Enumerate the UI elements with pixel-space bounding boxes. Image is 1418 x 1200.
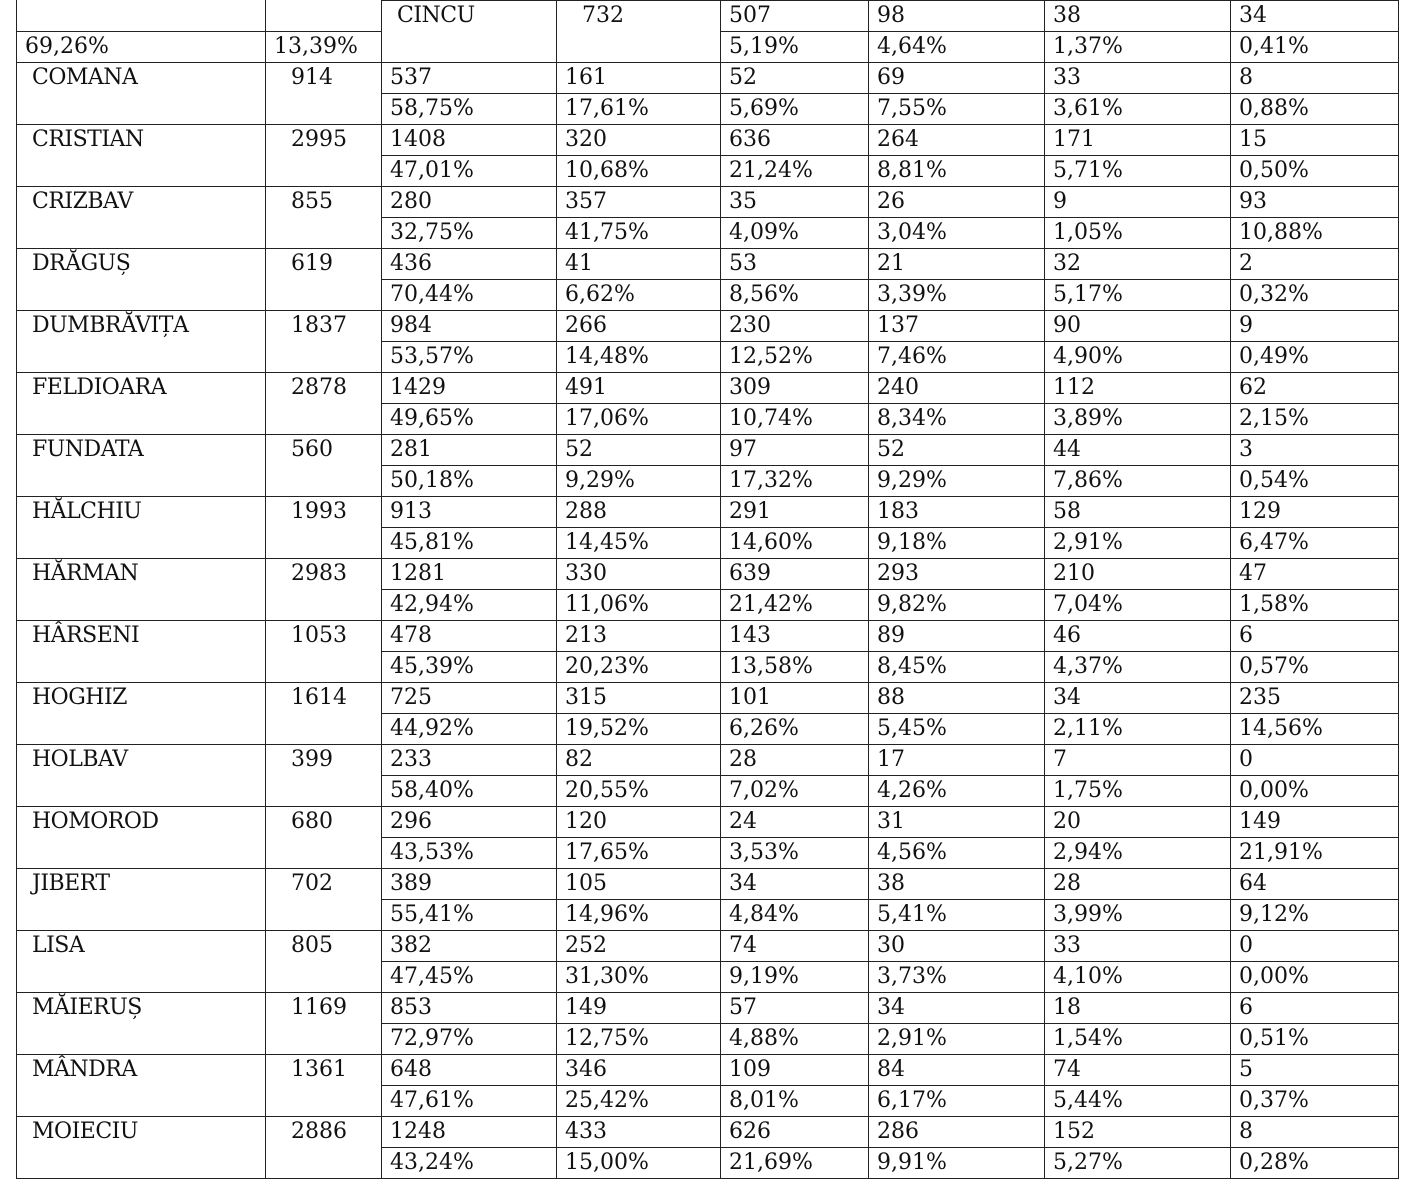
count-cell: 57 xyxy=(721,993,869,1024)
count-cell: 436 xyxy=(382,249,557,280)
percent-cell: 0,51% xyxy=(1231,1024,1399,1055)
count-cell: 288 xyxy=(557,497,721,528)
count-cell: 3 xyxy=(1231,435,1399,466)
table-wrapper xyxy=(16,0,1398,1179)
percent-cell: 3,89% xyxy=(1045,404,1231,435)
count-cell: 53 xyxy=(721,249,869,280)
percent-cell: 31,30% xyxy=(557,962,721,993)
percent-cell: 4,90% xyxy=(1045,342,1231,373)
percent-cell: 6,26% xyxy=(721,714,869,745)
percent-cell: 4,56% xyxy=(869,838,1045,869)
count-cell: 286 xyxy=(869,1117,1045,1148)
percent-cell: 5,71% xyxy=(1045,156,1231,187)
percent-cell: 20,55% xyxy=(557,776,721,807)
locality-name: HĂRMAN xyxy=(17,559,266,621)
percent-cell: 47,01% xyxy=(382,156,557,187)
percent-cell: 3,53% xyxy=(721,838,869,869)
count-cell: 18 xyxy=(1045,993,1231,1024)
count-cell: 28 xyxy=(1045,869,1231,900)
count-cell: 8 xyxy=(1231,63,1399,94)
percent-cell: 0,32% xyxy=(1231,280,1399,311)
percent-cell: 6,17% xyxy=(869,1086,1045,1117)
percent-cell: 25,42% xyxy=(557,1086,721,1117)
locality-total: 680 xyxy=(266,807,382,869)
locality-name: CINCU xyxy=(382,1,557,63)
table-row-counts xyxy=(17,807,1399,838)
count-cell: 478 xyxy=(382,621,557,652)
count-cell: 0 xyxy=(1231,931,1399,962)
percent-cell: 12,75% xyxy=(557,1024,721,1055)
count-cell: 149 xyxy=(1231,807,1399,838)
percent-cell: 55,41% xyxy=(382,900,557,931)
count-cell: 252 xyxy=(557,931,721,962)
count-cell: 89 xyxy=(869,621,1045,652)
percent-cell: 21,69% xyxy=(721,1148,869,1179)
percent-cell: 3,99% xyxy=(1045,900,1231,931)
count-cell: 32 xyxy=(1045,249,1231,280)
percent-cell: 0,28% xyxy=(1231,1148,1399,1179)
percent-cell: 2,11% xyxy=(1045,714,1231,745)
count-cell: 6 xyxy=(1231,621,1399,652)
percent-cell: 0,88% xyxy=(1231,94,1399,125)
percent-cell: 5,17% xyxy=(1045,280,1231,311)
percent-cell: 13,39% xyxy=(266,32,382,63)
locality-total: 702 xyxy=(266,869,382,931)
table-row-counts xyxy=(17,373,1399,404)
percent-cell: 8,01% xyxy=(721,1086,869,1117)
count-cell: 47 xyxy=(1231,559,1399,590)
count-cell: 382 xyxy=(382,931,557,962)
percent-cell: 69,26% xyxy=(17,32,266,63)
percent-cell: 4,88% xyxy=(721,1024,869,1055)
percent-cell: 72,97% xyxy=(382,1024,557,1055)
percent-cell: 0,57% xyxy=(1231,652,1399,683)
count-cell: 26 xyxy=(869,187,1045,218)
percent-cell: 8,81% xyxy=(869,156,1045,187)
percent-cell: 0,00% xyxy=(1231,962,1399,993)
percent-cell: 14,45% xyxy=(557,528,721,559)
percent-cell: 17,32% xyxy=(721,466,869,497)
locality-total: 1169 xyxy=(266,993,382,1055)
count-cell: 74 xyxy=(1045,1055,1231,1086)
count-cell: 6 xyxy=(1231,993,1399,1024)
locality-total: 2886 xyxy=(266,1117,382,1179)
percent-cell: 11,06% xyxy=(557,590,721,621)
percent-cell: 0,37% xyxy=(1231,1086,1399,1117)
count-cell: 330 xyxy=(557,559,721,590)
table-row-counts xyxy=(17,435,1399,466)
count-cell: 266 xyxy=(557,311,721,342)
count-cell: 161 xyxy=(557,63,721,94)
count-cell: 389 xyxy=(382,869,557,900)
percent-cell: 17,06% xyxy=(557,404,721,435)
count-cell: 15 xyxy=(1231,125,1399,156)
percent-cell: 53,57% xyxy=(382,342,557,373)
locality-name: FELDIOARA xyxy=(17,373,266,435)
locality-name: HOGHIZ xyxy=(17,683,266,745)
locality-name xyxy=(17,0,266,32)
count-cell: 31 xyxy=(869,807,1045,838)
count-cell: 9 xyxy=(1045,187,1231,218)
table-row-counts xyxy=(17,497,1399,528)
percent-cell: 1,54% xyxy=(1045,1024,1231,1055)
percent-cell: 7,46% xyxy=(869,342,1045,373)
count-cell: 8 xyxy=(1231,1117,1399,1148)
count-cell: 137 xyxy=(869,311,1045,342)
count-cell: 52 xyxy=(869,435,1045,466)
count-cell: 69 xyxy=(869,63,1045,94)
table-body xyxy=(17,0,1399,1179)
count-cell: 88 xyxy=(869,683,1045,714)
percent-cell: 7,86% xyxy=(1045,466,1231,497)
count-cell: 149 xyxy=(557,993,721,1024)
locality-total: 2878 xyxy=(266,373,382,435)
count-cell: 357 xyxy=(557,187,721,218)
percent-cell: 5,44% xyxy=(1045,1086,1231,1117)
percent-cell: 4,26% xyxy=(869,776,1045,807)
count-cell: 309 xyxy=(721,373,869,404)
locality-total: 805 xyxy=(266,931,382,993)
count-cell: 74 xyxy=(721,931,869,962)
percent-cell: 21,91% xyxy=(1231,838,1399,869)
percent-cell: 3,04% xyxy=(869,218,1045,249)
percent-cell: 6,62% xyxy=(557,280,721,311)
percent-cell: 2,94% xyxy=(1045,838,1231,869)
locality-total: 914 xyxy=(266,63,382,125)
count-cell: 35 xyxy=(721,187,869,218)
count-cell: 210 xyxy=(1045,559,1231,590)
count-cell: 853 xyxy=(382,993,557,1024)
locality-total: 560 xyxy=(266,435,382,497)
percent-cell: 9,19% xyxy=(721,962,869,993)
count-cell: 93 xyxy=(1231,187,1399,218)
locality-total: 855 xyxy=(266,187,382,249)
count-cell: 129 xyxy=(1231,497,1399,528)
count-cell: 34 xyxy=(1045,683,1231,714)
locality-total: 1053 xyxy=(266,621,382,683)
locality-name: HOLBAV xyxy=(17,745,266,807)
locality-total: 399 xyxy=(266,745,382,807)
count-cell: 28 xyxy=(721,745,869,776)
percent-cell: 1,58% xyxy=(1231,590,1399,621)
percent-cell: 42,94% xyxy=(382,590,557,621)
percent-cell: 7,55% xyxy=(869,94,1045,125)
table-row-counts xyxy=(17,311,1399,342)
count-cell: 38 xyxy=(1045,1,1231,32)
count-cell: 281 xyxy=(382,435,557,466)
percent-cell: 14,48% xyxy=(557,342,721,373)
percent-cell: 9,82% xyxy=(869,590,1045,621)
percent-cell: 5,41% xyxy=(869,900,1045,931)
percent-cell: 45,39% xyxy=(382,652,557,683)
count-cell: 20 xyxy=(1045,807,1231,838)
table-row-counts xyxy=(17,125,1399,156)
count-cell: 38 xyxy=(869,869,1045,900)
count-cell: 7 xyxy=(1045,745,1231,776)
percent-cell: 0,00% xyxy=(1231,776,1399,807)
percent-cell: 4,37% xyxy=(1045,652,1231,683)
percent-cell: 9,29% xyxy=(557,466,721,497)
count-cell: 34 xyxy=(721,869,869,900)
count-cell: 9 xyxy=(1231,311,1399,342)
count-cell: 537 xyxy=(382,63,557,94)
locality-name: FUNDATA xyxy=(17,435,266,497)
table-row-counts xyxy=(17,621,1399,652)
count-cell: 30 xyxy=(869,931,1045,962)
count-cell: 46 xyxy=(1045,621,1231,652)
percent-cell: 9,18% xyxy=(869,528,1045,559)
count-cell: 291 xyxy=(721,497,869,528)
percent-cell: 19,52% xyxy=(557,714,721,745)
count-cell: 507 xyxy=(721,1,869,32)
count-cell: 315 xyxy=(557,683,721,714)
count-cell: 120 xyxy=(557,807,721,838)
count-cell: 240 xyxy=(869,373,1045,404)
table-row-counts xyxy=(17,559,1399,590)
count-cell: 34 xyxy=(1231,1,1399,32)
count-cell: 233 xyxy=(382,745,557,776)
table-row-counts xyxy=(17,931,1399,962)
count-cell: 41 xyxy=(557,249,721,280)
locality-name: JIBERT xyxy=(17,869,266,931)
count-cell: 293 xyxy=(869,559,1045,590)
percent-cell: 32,75% xyxy=(382,218,557,249)
locality-name: DUMBRĂVIȚA xyxy=(17,311,266,373)
count-cell: 648 xyxy=(382,1055,557,1086)
percent-cell: 17,65% xyxy=(557,838,721,869)
percent-cell: 9,12% xyxy=(1231,900,1399,931)
count-cell: 58 xyxy=(1045,497,1231,528)
percent-cell: 70,44% xyxy=(382,280,557,311)
percent-cell: 5,45% xyxy=(869,714,1045,745)
count-cell: 98 xyxy=(869,1,1045,32)
percent-cell: 58,40% xyxy=(382,776,557,807)
percent-cell: 4,10% xyxy=(1045,962,1231,993)
percent-cell: 8,45% xyxy=(869,652,1045,683)
count-cell: 64 xyxy=(1231,869,1399,900)
count-cell: 34 xyxy=(869,993,1045,1024)
percent-cell: 7,02% xyxy=(721,776,869,807)
count-cell: 44 xyxy=(1045,435,1231,466)
count-cell: 109 xyxy=(721,1055,869,1086)
locality-name: MĂIERUȘ xyxy=(17,993,266,1055)
percent-cell: 2,91% xyxy=(869,1024,1045,1055)
percent-cell: 10,74% xyxy=(721,404,869,435)
percent-cell: 2,91% xyxy=(1045,528,1231,559)
table-row-counts xyxy=(17,63,1399,94)
percent-cell: 20,23% xyxy=(557,652,721,683)
locality-name: HÂRSENI xyxy=(17,621,266,683)
count-cell: 62 xyxy=(1231,373,1399,404)
count-cell: 21 xyxy=(869,249,1045,280)
percent-cell: 44,92% xyxy=(382,714,557,745)
percent-cell: 3,73% xyxy=(869,962,1045,993)
percent-cell: 5,27% xyxy=(1045,1148,1231,1179)
count-cell: 984 xyxy=(382,311,557,342)
locality-total: 1837 xyxy=(266,311,382,373)
locality-name: MOIECIU xyxy=(17,1117,266,1179)
percent-cell: 0,54% xyxy=(1231,466,1399,497)
percent-cell: 14,56% xyxy=(1231,714,1399,745)
locality-total: 732 xyxy=(557,1,721,63)
count-cell: 725 xyxy=(382,683,557,714)
count-cell: 112 xyxy=(1045,373,1231,404)
count-cell: 433 xyxy=(557,1117,721,1148)
count-cell: 90 xyxy=(1045,311,1231,342)
count-cell: 52 xyxy=(557,435,721,466)
locality-total: 619 xyxy=(266,249,382,311)
count-cell: 1248 xyxy=(382,1117,557,1148)
percent-cell: 43,24% xyxy=(382,1148,557,1179)
percent-cell: 9,91% xyxy=(869,1148,1045,1179)
locality-total: 2995 xyxy=(266,125,382,187)
count-cell: 491 xyxy=(557,373,721,404)
count-cell: 626 xyxy=(721,1117,869,1148)
count-cell: 101 xyxy=(721,683,869,714)
percent-cell: 12,52% xyxy=(721,342,869,373)
percent-cell: 58,75% xyxy=(382,94,557,125)
table-row-counts xyxy=(17,869,1399,900)
locality-name: DRĂGUȘ xyxy=(17,249,266,311)
percent-cell: 7,04% xyxy=(1045,590,1231,621)
table-row-counts xyxy=(17,187,1399,218)
percent-cell: 5,69% xyxy=(721,94,869,125)
percent-cell: 14,60% xyxy=(721,528,869,559)
percent-cell: 17,61% xyxy=(557,94,721,125)
locality-total: 1993 xyxy=(266,497,382,559)
percent-cell: 41,75% xyxy=(557,218,721,249)
count-cell: 105 xyxy=(557,869,721,900)
percent-cell: 0,49% xyxy=(1231,342,1399,373)
count-cell: 235 xyxy=(1231,683,1399,714)
locality-name: MÂNDRA xyxy=(17,1055,266,1117)
percent-cell: 21,42% xyxy=(721,590,869,621)
table-row-counts xyxy=(17,249,1399,280)
percent-cell: 4,84% xyxy=(721,900,869,931)
percent-cell: 0,41% xyxy=(1231,32,1399,63)
count-cell: 264 xyxy=(869,125,1045,156)
percent-cell: 15,00% xyxy=(557,1148,721,1179)
count-cell: 143 xyxy=(721,621,869,652)
count-cell: 639 xyxy=(721,559,869,590)
percent-cell: 50,18% xyxy=(382,466,557,497)
count-cell: 24 xyxy=(721,807,869,838)
count-cell: 84 xyxy=(869,1055,1045,1086)
percent-cell: 2,15% xyxy=(1231,404,1399,435)
count-cell: 913 xyxy=(382,497,557,528)
locality-name: CRIZBAV xyxy=(17,187,266,249)
percent-cell: 9,29% xyxy=(869,466,1045,497)
count-cell: 17 xyxy=(869,745,1045,776)
percent-cell: 1,05% xyxy=(1045,218,1231,249)
count-cell: 230 xyxy=(721,311,869,342)
percent-cell: 8,34% xyxy=(869,404,1045,435)
locality-name: CRISTIAN xyxy=(17,125,266,187)
count-cell: 152 xyxy=(1045,1117,1231,1148)
table-row-counts xyxy=(17,1117,1399,1148)
percent-cell: 1,37% xyxy=(1045,32,1231,63)
count-cell: 2 xyxy=(1231,249,1399,280)
percent-cell: 49,65% xyxy=(382,404,557,435)
count-cell: 33 xyxy=(1045,931,1231,962)
percent-cell: 47,61% xyxy=(382,1086,557,1117)
count-cell: 97 xyxy=(721,435,869,466)
percent-cell: 45,81% xyxy=(382,528,557,559)
locality-name: COMANA xyxy=(17,63,266,125)
count-cell: 1408 xyxy=(382,125,557,156)
count-cell: 171 xyxy=(1045,125,1231,156)
locality-name: HĂLCHIU xyxy=(17,497,266,559)
percent-cell: 10,88% xyxy=(1231,218,1399,249)
count-cell: 346 xyxy=(557,1055,721,1086)
table-row-counts xyxy=(17,1055,1399,1086)
results-table xyxy=(16,0,1399,1179)
percent-cell: 13,58% xyxy=(721,652,869,683)
table-row-counts xyxy=(17,993,1399,1024)
percent-cell: 3,39% xyxy=(869,280,1045,311)
count-cell: 320 xyxy=(557,125,721,156)
count-cell: 280 xyxy=(382,187,557,218)
count-cell: 0 xyxy=(1231,745,1399,776)
percent-cell: 6,47% xyxy=(1231,528,1399,559)
locality-total: 2983 xyxy=(266,559,382,621)
percent-cell: 43,53% xyxy=(382,838,557,869)
percent-cell: 10,68% xyxy=(557,156,721,187)
percent-cell: 14,96% xyxy=(557,900,721,931)
locality-name: LISA xyxy=(17,931,266,993)
percent-cell: 0,50% xyxy=(1231,156,1399,187)
locality-total: 1614 xyxy=(266,683,382,745)
locality-total: 1361 xyxy=(266,1055,382,1117)
count-cell: 1429 xyxy=(382,373,557,404)
count-cell: 636 xyxy=(721,125,869,156)
count-cell: 33 xyxy=(1045,63,1231,94)
percent-cell: 4,64% xyxy=(869,32,1045,63)
percent-cell: 21,24% xyxy=(721,156,869,187)
count-cell: 183 xyxy=(869,497,1045,528)
count-cell: 82 xyxy=(557,745,721,776)
locality-name: HOMOROD xyxy=(17,807,266,869)
percent-cell: 5,19% xyxy=(721,32,869,63)
count-cell: 296 xyxy=(382,807,557,838)
count-cell: 5 xyxy=(1231,1055,1399,1086)
count-cell: 1281 xyxy=(382,559,557,590)
table-row-counts xyxy=(17,683,1399,714)
percent-cell: 1,75% xyxy=(1045,776,1231,807)
count-cell: 213 xyxy=(557,621,721,652)
percent-cell: 4,09% xyxy=(721,218,869,249)
count-cell: 52 xyxy=(721,63,869,94)
percent-cell: 47,45% xyxy=(382,962,557,993)
percent-cell: 3,61% xyxy=(1045,94,1231,125)
percent-cell: 8,56% xyxy=(721,280,869,311)
table-row-counts xyxy=(17,745,1399,776)
locality-total xyxy=(266,0,382,32)
